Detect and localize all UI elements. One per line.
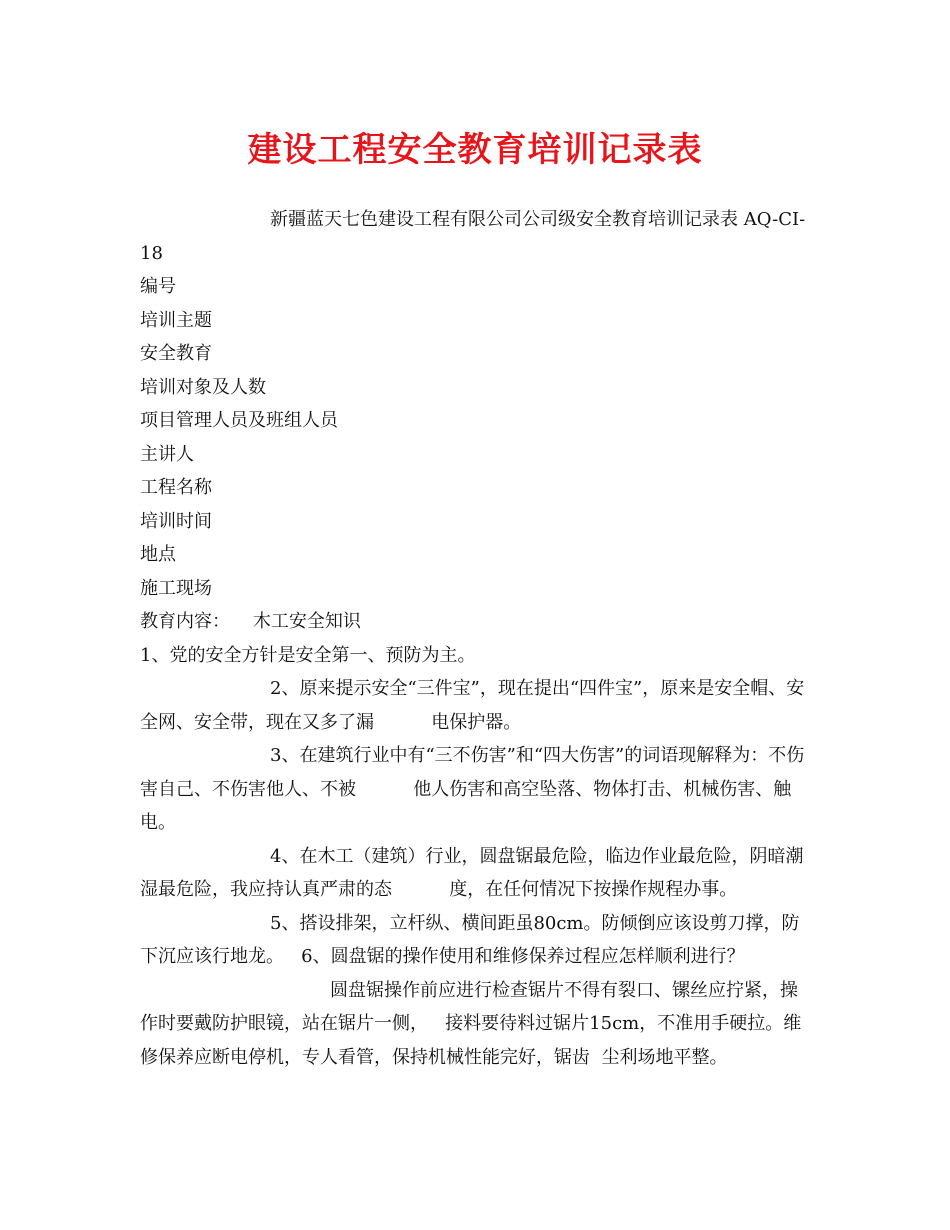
content-item-1: 1、党的安全方针是安全第一、预防为主。	[140, 644, 476, 666]
field-topic-label: 培训主题	[140, 309, 212, 331]
field-audience-label: 培训对象及人数	[140, 376, 266, 398]
field-number-label: 编号	[140, 276, 176, 297]
content-item-2: 2、原来提示安全“三件宝”，现在提出“四件宝”，原来是安全帽、安全网、安全带，现在又多了漏 电保护器。	[140, 678, 805, 733]
field-location-label: 地点	[140, 544, 176, 565]
document-body	[140, 203, 812, 1074]
content-item-5-6: 5、搭设排架，立杆纵、横间距虽80cm。防倾倒应该设剪刀撑，防下沉应该行地龙。 6、圆盘锯的操作使用和维修保养过程应怎样顺利进行？	[140, 912, 800, 967]
field-topic-value: 安全教育	[140, 343, 212, 364]
education-content-line: 教育内容： 木工安全知识	[140, 611, 361, 632]
content-item-6-answer: 圆盘锯操作前应进行检查锯片不得有裂口、镙丝应拧紧，操作时要戴防护眼镜，站在锯片一侧， 接料要待料过锯片15cm，不准用手硬拉。维修保养应断电停机，专人看管，保持机械性能完好，锯齿 尘利场地平整。	[140, 979, 802, 1068]
field-lecturer-label: 主讲人	[140, 443, 194, 465]
document-title: 建设工程安全教育培训记录表	[247, 130, 703, 170]
field-location-value: 施工现场	[140, 577, 212, 599]
company-record-heading: 新疆蓝天七色建设工程有限公司公司级安全教育培训记录表 AQ-CI-18	[140, 209, 806, 264]
field-audience-value: 项目管理人员及班组人员	[140, 410, 338, 431]
field-time-label: 培训时间	[140, 510, 212, 532]
field-project-label: 工程名称	[140, 477, 212, 498]
content-item-4: 4、在木工（建筑）行业，圆盘锯最危险，临边作业最危险，阴暗潮湿最危险，我应持认真严肃的态 度，在任何情况下按操作规程办事。	[140, 845, 804, 900]
content-item-3: 3、在建筑行业中有“三不伤害”和“四大伤害”的词语现解释为：不伤害自己、不伤害他人、不被 他人伤害和高空坠落、物体打击、机械伤害、触电。	[140, 745, 805, 833]
